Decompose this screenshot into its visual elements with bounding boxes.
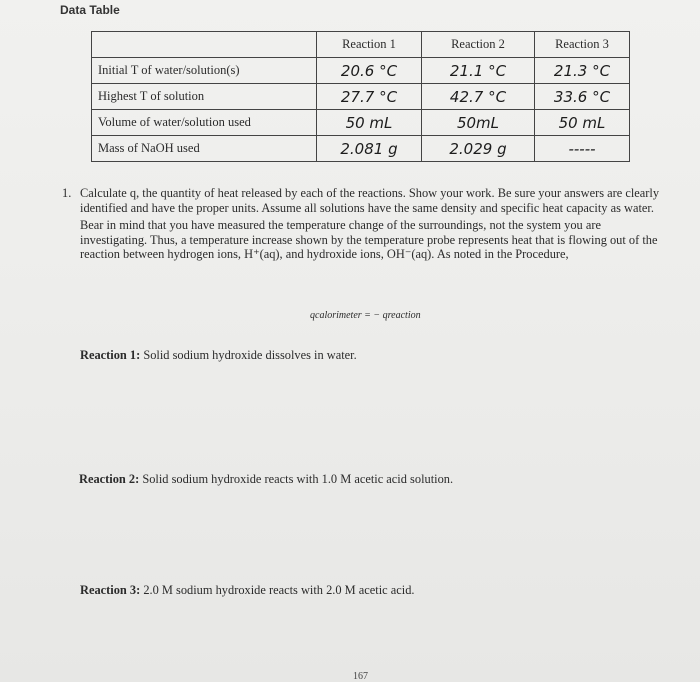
table-header-blank xyxy=(92,32,317,58)
handwritten-value: 2.081 g xyxy=(317,136,422,162)
column-header: Reaction 2 xyxy=(422,32,535,58)
reaction-1 xyxy=(80,348,357,363)
reaction-text: Solid sodium hydroxide reacts with 1.0 M acetic acid solution. xyxy=(142,472,454,486)
handwritten-value: 42.7 °C xyxy=(422,84,535,110)
handwritten-value: 27.7 °C xyxy=(317,84,422,110)
handwritten-value: ----- xyxy=(535,136,630,162)
handwritten-value: 33.6 °C xyxy=(535,84,630,110)
data-table-heading: Data Table xyxy=(60,3,120,17)
question-1 xyxy=(62,186,662,262)
handwritten-value: 50mL xyxy=(422,110,535,136)
table-row xyxy=(92,110,630,136)
row-label: Highest T of solution xyxy=(92,84,317,110)
column-header: Reaction 3 xyxy=(535,32,630,58)
reaction-text: Solid sodium hydroxide dissolves in water. xyxy=(143,348,357,362)
table-header-row xyxy=(92,32,630,58)
handwritten-value: 50 mL xyxy=(317,110,422,136)
table-row xyxy=(92,136,630,162)
question-paragraph: Bear in mind that you have measured the temperature change of the surroundings, not the system you are investigating. Thus, a temperature increase shown by the temperature probe represents heat that is flowing out of the reaction between hydrogen ions, H⁺(aq), and hydroxide ions, OH⁻(aq). As noted in the Procedure, xyxy=(80,218,658,262)
reaction-2 xyxy=(79,472,453,487)
reaction-label: Reaction 3: xyxy=(80,583,141,597)
handwritten-value: 21.1 °C xyxy=(422,58,535,84)
reaction-label: Reaction 2: xyxy=(79,472,140,486)
column-header: Reaction 1 xyxy=(317,32,422,58)
handwritten-value: 50 mL xyxy=(535,110,630,136)
handwritten-value: 20.6 °C xyxy=(317,58,422,84)
formula: qcalorimeter = − qreaction xyxy=(310,310,421,321)
table-row xyxy=(92,84,630,110)
question-paragraph: Calculate q, the quantity of heat released by each of the reactions. Show your work. Be sure your answers are clearly identified and have the proper units. Assume all solutions have the same density and specific heat capacity as water. xyxy=(80,186,660,215)
reaction-label: Reaction 1: xyxy=(80,348,141,362)
row-label: Volume of water/solution used xyxy=(92,110,317,136)
data-table xyxy=(91,31,630,162)
handwritten-value: 21.3 °C xyxy=(535,58,630,84)
table-row xyxy=(92,58,630,84)
question-number: 1. xyxy=(62,186,72,200)
handwritten-value: 2.029 g xyxy=(422,136,535,162)
row-label: Initial T of water/solution(s) xyxy=(92,58,317,84)
page-number: 167 xyxy=(353,671,368,682)
reaction-3 xyxy=(80,583,414,598)
reaction-text: 2.0 M sodium hydroxide reacts with 2.0 M acetic acid. xyxy=(143,583,415,597)
row-label: Mass of NaOH used xyxy=(92,136,317,162)
